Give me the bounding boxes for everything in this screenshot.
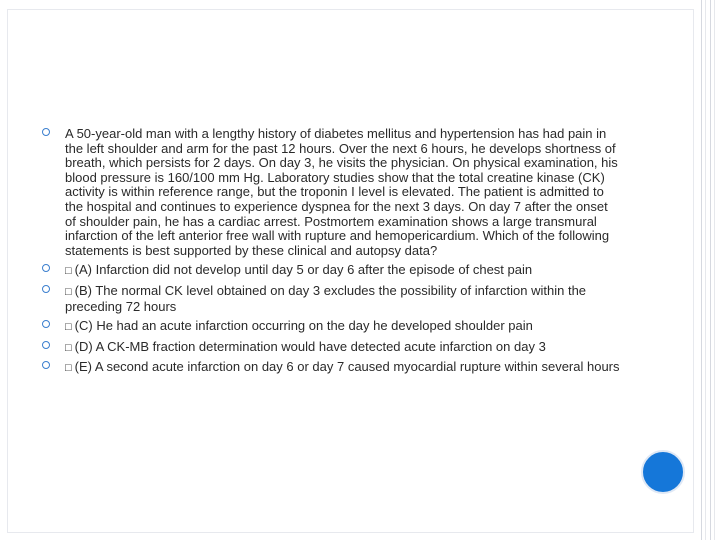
option-a (42, 263, 622, 279)
bullet-icon (42, 264, 50, 272)
question-content (42, 127, 622, 381)
stem-text: A 50-year-old man with a lengthy history of diabetes mellitus and hypertension has had pain in the left shoulder and arm for the past 12 hours. Over the next 6 hours, he develops shortness of breath, which persists for 2 days. On day 3, he visits the physician. On physical examination, his blood pressure is 160/100 mm Hg. Laboratory studies show that the total creatine kinase (CK) activity is within reference range, but the troponin I level is elevated. The patient is admitted to the hospital and continues to experience dyspnea for the next 3 days. On day 7 after the onset of shoulder pain, he has a cardiac arrest. Postmortem examination shows a large transmural infarction of the left anterior free wall with rupture and hemopericardium. Which of the following statements is best supported by these clinical and autopsy data? (65, 126, 618, 258)
checkbox-icon: □ (65, 265, 72, 278)
rail-line (710, 0, 711, 540)
option-text: (D) A CK-MB fraction determination would have detected acute infarction on day 3 (74, 338, 546, 354)
option-d (42, 340, 622, 356)
option-text: (C) He had an acute infarction occurring on the day he developed shoulder pain (74, 318, 533, 334)
bullet-icon (42, 285, 50, 293)
option-text: (E) A second acute infarction on day 6 or day 7 caused myocardial rupture within several hours (74, 359, 620, 375)
decorative-rails (701, 0, 715, 540)
accent-circle (641, 450, 685, 494)
checkbox-icon: □ (65, 321, 72, 334)
bullet-icon (42, 320, 50, 328)
bullet-icon (42, 361, 50, 369)
option-b (42, 284, 622, 314)
bullet-icon (42, 128, 50, 136)
checkbox-icon: □ (65, 285, 72, 298)
option-text: (B) The normal CK level obtained on day 3 excludes the possibility of infarction within the preceding 72 hours (65, 282, 587, 314)
option-e (42, 360, 622, 376)
question-stem (42, 127, 622, 258)
rail-line (714, 0, 715, 540)
option-c (42, 319, 622, 335)
checkbox-icon: □ (65, 362, 72, 375)
checkbox-icon: □ (65, 341, 72, 354)
rail-line (705, 0, 706, 540)
option-text: (A) Infarction did not develop until day 5 or day 6 after the episode of chest pain (74, 262, 533, 278)
rail-line (701, 0, 702, 540)
bullet-icon (42, 341, 50, 349)
